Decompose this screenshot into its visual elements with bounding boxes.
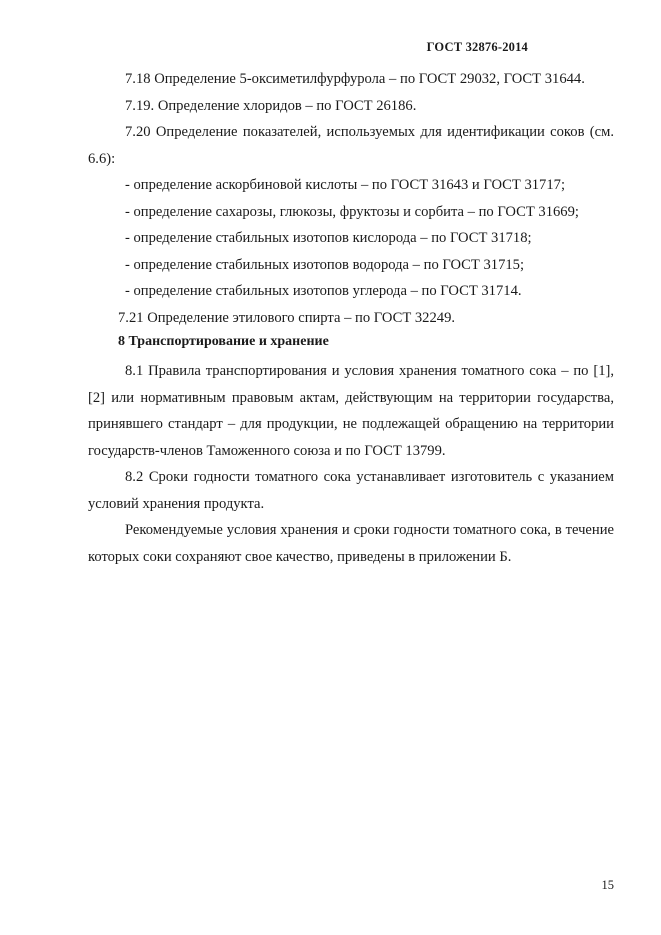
document-body [88, 66, 614, 570]
paragraph-7-21: 7.21 Определение этилового спирта – по ГОСТ 32249. [118, 309, 456, 326]
section-8-heading: 8 Транспортирование и хранение [118, 334, 329, 349]
list-item: - определение стабильных изотопов углерода – по ГОСТ 31714. [125, 283, 522, 299]
identification-methods-list [88, 172, 614, 305]
paragraph-7-18: 7.18 Определение 5-оксиметилфурфурола – по ГОСТ 29032, ГОСТ 31644. [125, 71, 585, 87]
document-header: ГОСТ 32876-2014 [426, 40, 528, 54]
list-item: - определение аскорбиновой кислоты – по ГОСТ 31643 и ГОСТ 31717; [125, 177, 565, 193]
paragraph-recommended-storage: Рекомендуемые условия хранения и сроки годности томатного сока, в течение которых соки сохраняют свое качество, приведены в приложении Б. [88, 522, 614, 565]
paragraph-7-19: 7.19. Определение хлоридов – по ГОСТ 26186. [125, 97, 417, 114]
list-item: - определение стабильных изотопов водорода – по ГОСТ 31715; [125, 256, 525, 273]
paragraph-8-1: 8.1 Правила транспортирования и условия хранения томатного сока – по [1], [2] или нормативным правовым актам, действующим на территории государства, принявшего стандарт – для продукции, не подлежащей обращению на территории государств-членов Таможенного союза и по ГОСТ 13799. [88, 363, 614, 459]
page-number: 15 [601, 878, 614, 892]
paragraph-8-2: 8.2 Сроки годности томатного сока устанавливает изготовитель с указанием условий хранения продукта. [88, 469, 614, 512]
list-item: - определение сахарозы, глюкозы, фруктозы и сорбита – по ГОСТ 31669; [125, 203, 579, 220]
list-item: - определение стабильных изотопов кислорода – по ГОСТ 31718; [125, 230, 532, 246]
paragraph-7-20: 7.20 Определение показателей, используемых для идентификации соков (см. 6.6): [88, 124, 614, 167]
